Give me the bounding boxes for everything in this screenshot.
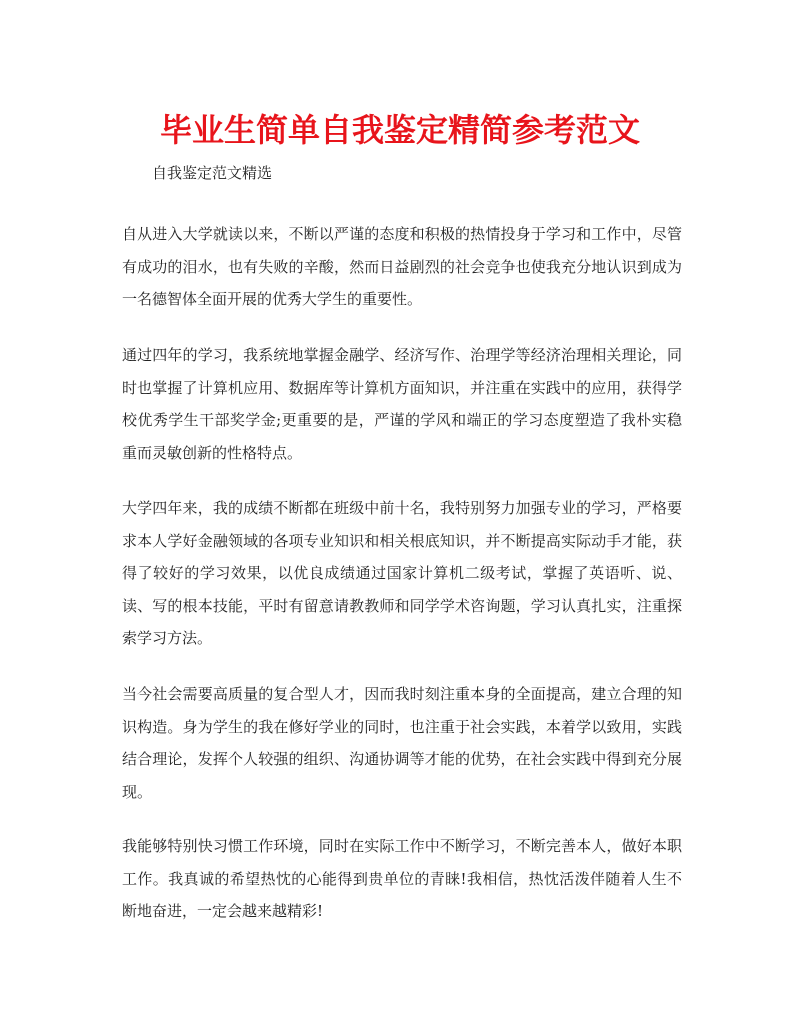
document-title: 毕业生简单自我鉴定精简参考范文 bbox=[159, 111, 640, 149]
paragraph-3: 大学四年来，我的成绩不断都在班级中前十名，我特别努力加强专业的学习，严格要求本人学好金融领域的各项专业知识和相关根底知识，并不断提高实际动手才能，获得了较好的学习效果，以优良成绩通过国家计算机二级考试，掌握了英语听、说、读、写的根本技能，平时有留意请教教师和同学学术咨询题，学习认真扎实，注重探索学习方法。 bbox=[122, 499, 682, 647]
paragraph-2: 通过四年的学习，我系统地掌握金融学、经济写作、治理学等经济治理相关理论，同时也掌握了计算机应用、数据库等计算机方面知识，并注重在实践中的应用，获得学校优秀学生干部奖学金;更重要的是，严谨的学风和端正的学习态度塑造了我朴实稳重而灵敏创新的性格特点。 bbox=[122, 346, 682, 462]
paragraph-4: 当今社会需要高质量的复合型人才，因而我时刻注重本身的全面提高，建立合理的知识构造。身为学生的我在修好学业的同时，也注重于社会实践，本着学以致用，实践结合理论，发挥个人较强的组织、沟通协调等才能的优势，在社会实践中得到充分展现。 bbox=[122, 685, 682, 801]
paragraph-5: 我能够特别快习惯工作环境，同时在实际工作中不断学习，不断完善本人，做好本职工作。我真诚的希望热忱的心能得到贵单位的青睐!我相信，热忱活泼伴随着人生不断地奋进，一定会越来越精彩! bbox=[122, 837, 682, 920]
paragraph-1: 自从进入大学就读以来，不断以严谨的态度和积极的热情投身于学习和工作中，尽管有成功的泪水，也有失败的辛酸，然而日益剧烈的社会竞争也使我充分地认识到成为一名德智体全面开展的优秀大学生的重要性。 bbox=[122, 225, 682, 308]
document-subtitle: 自我鉴定范文精选 bbox=[152, 164, 273, 182]
